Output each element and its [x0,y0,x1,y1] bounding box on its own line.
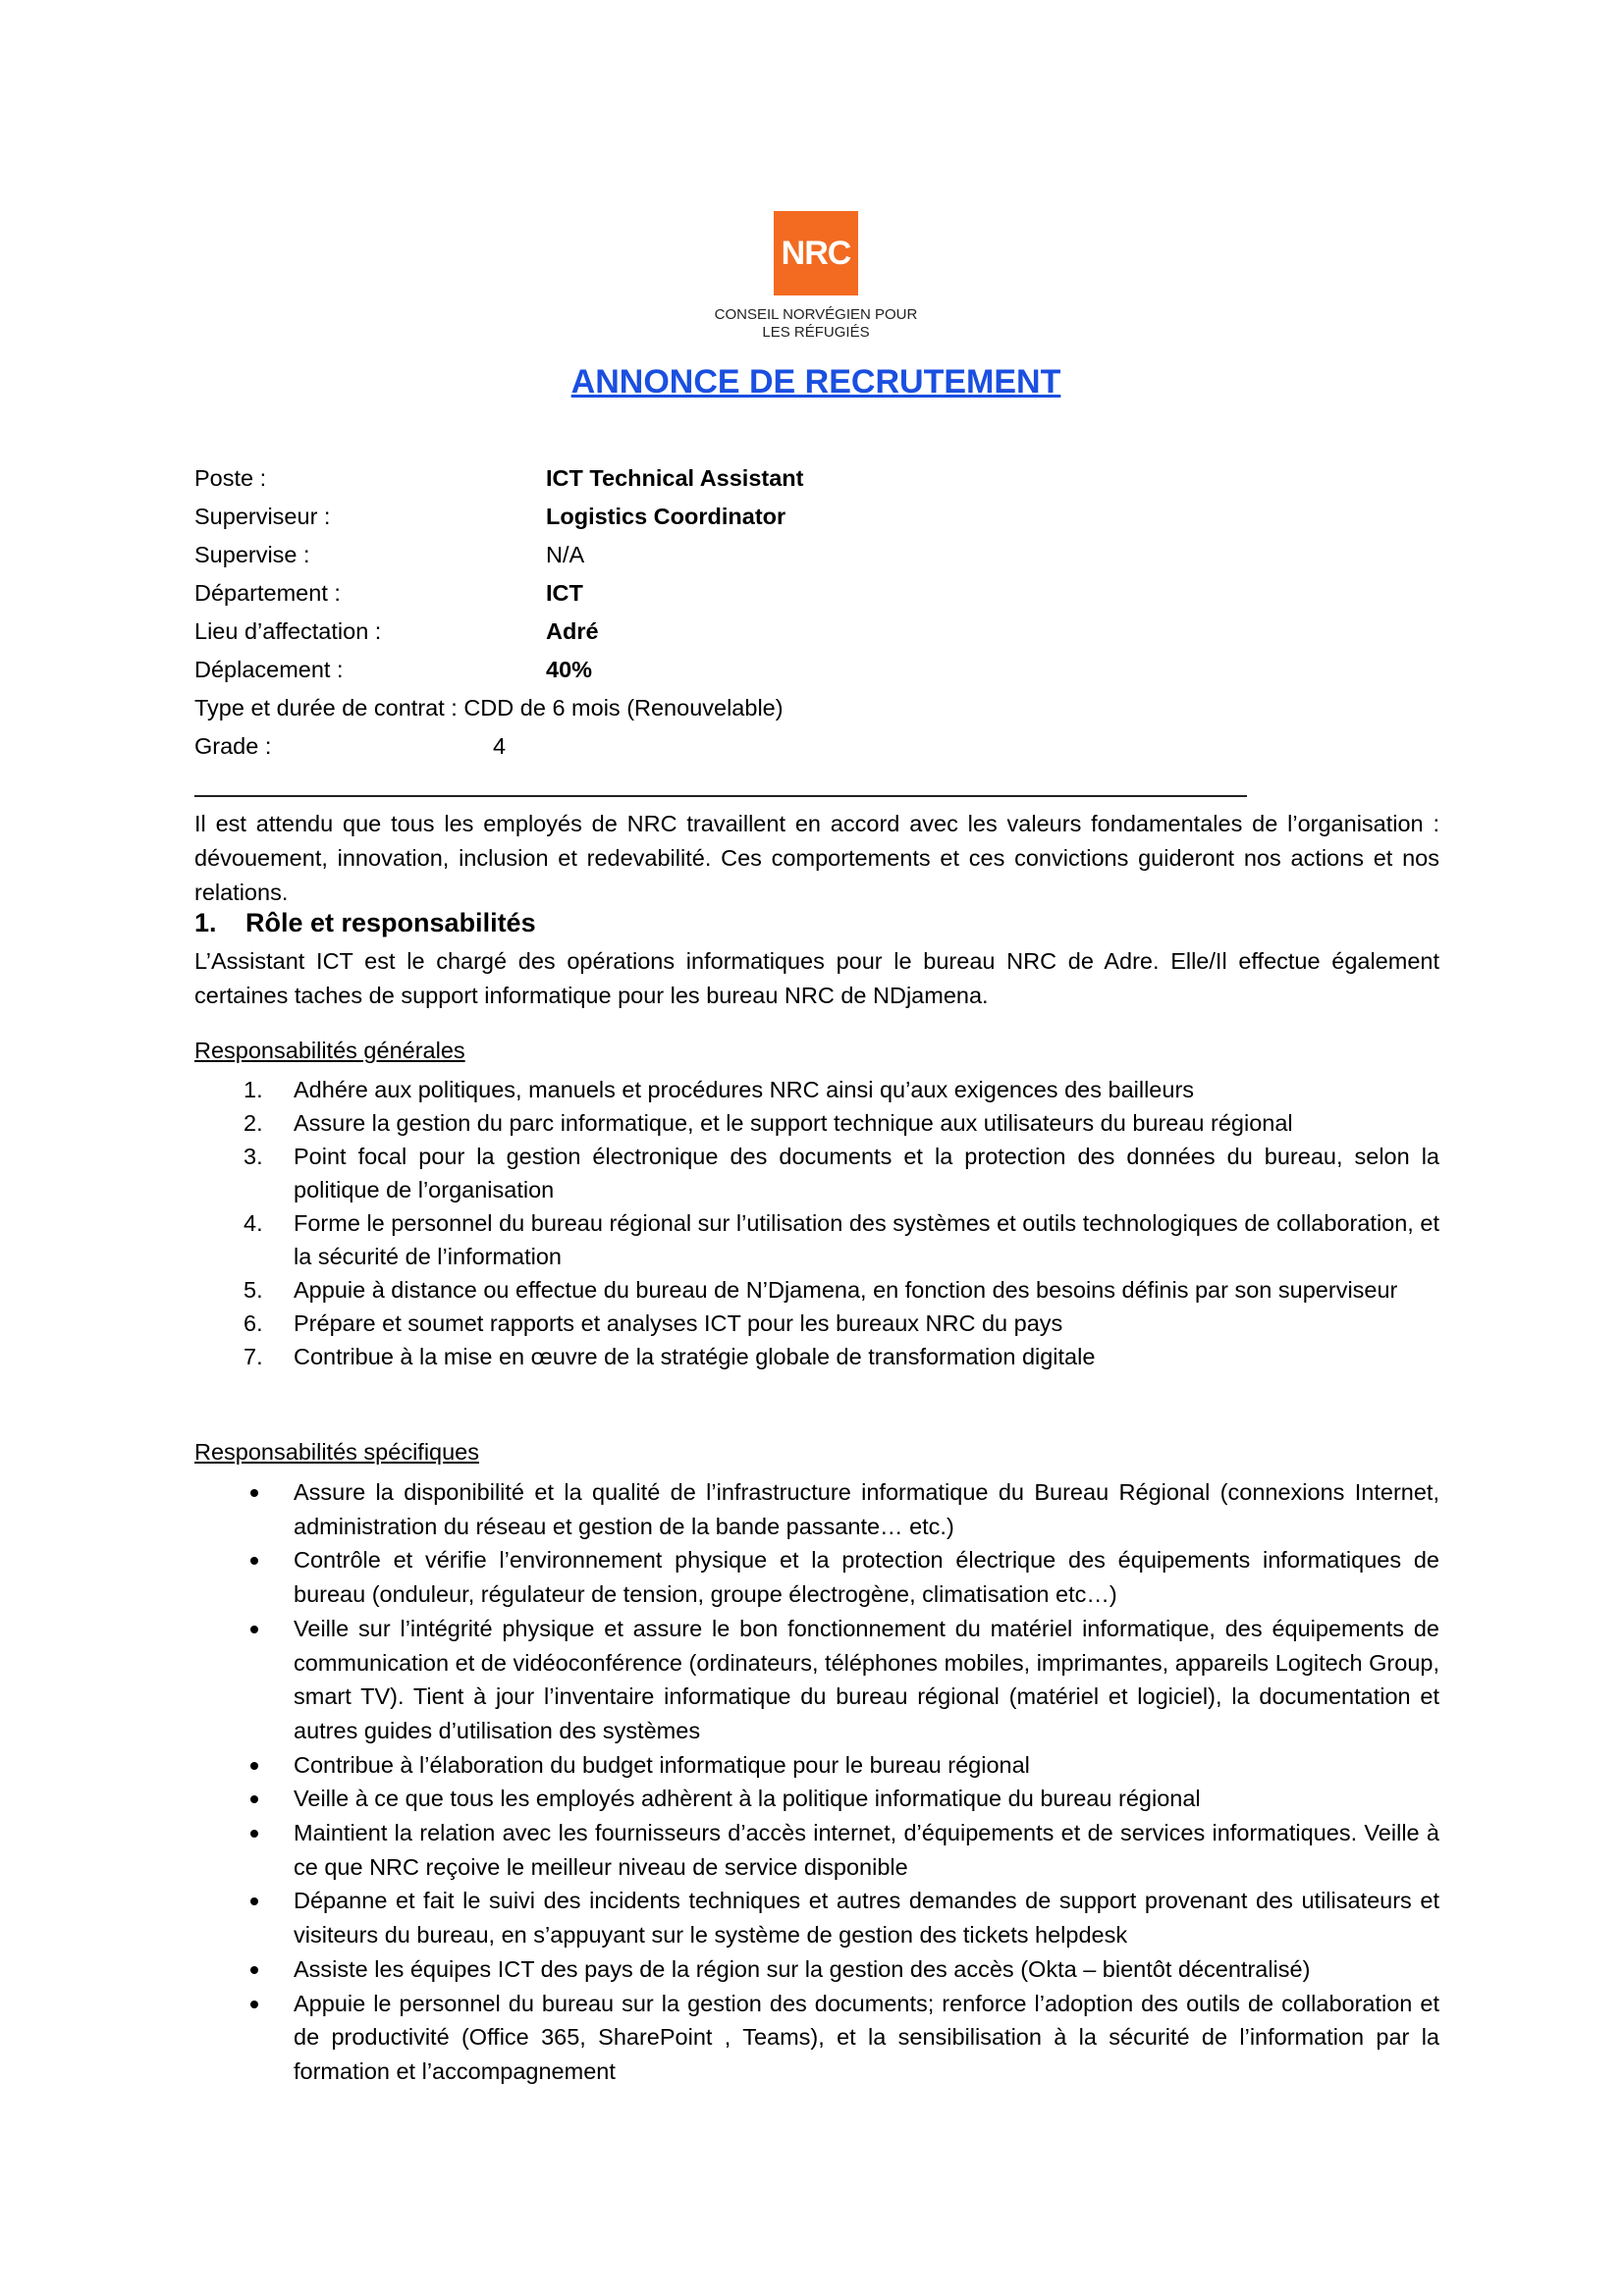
section-heading-role [194,908,536,938]
lieu-label: Lieu d’affectation : [194,618,382,644]
item-text: Veille sur l’intégrité physique et assure le bon fonctionnement du matériel informatique, des équipements de communication et de vidéoconférence (ordinateurs, téléphones mobiles, imprimantes, appareils Logitech Group, smart TV). Tient à jour l’inventaire informatique du bureau régional (matériel et logiciel), la documentation et autres guides d’utilisation des systèmes [294,1615,1439,1743]
item-text: Assure la gestion du parc informatique, et le support technique aux utilisateurs du bureau régional [294,1110,1293,1136]
list-item [194,1816,1439,1884]
list-item [194,1307,1439,1340]
bullet-icon [250,1966,258,1974]
job-info-table [194,459,1078,766]
poste-label: Poste : [194,465,267,491]
item-text: Assiste les équipes ICT des pays de la région sur la gestion des accès (Okta – bientôt décentralisé) [294,1955,1311,1982]
deplacement-label: Déplacement : [194,657,344,682]
bullet-icon [250,1489,258,1497]
item-text: Appuie le personnel du bureau sur la gestion des documents; renforce l’adoption des outils de collaboration et de productivité (Office 365, SharePoint , Teams), et la sensibilisation à la sécurité de l’information par la formation et l’accompagnement [294,1990,1439,2084]
info-row-poste [194,459,1078,498]
bullet-icon [250,1626,258,1633]
section-title: Rôle et responsabilités [245,908,536,937]
item-text: Contribue à la mise en œuvre de la stratégie globale de transformation digitale [294,1344,1096,1369]
grade-value: 4 [493,733,507,759]
logo-caption-line1: CONSEIL NORVÉGIEN POUR [714,306,918,323]
role-paragraph: L’Assistant ICT est le chargé des opérations informatiques pour le bureau NRC de Adre. Elle/Il effectue également certaines taches de support informatique pour les bureau NRC de NDjamena. [194,948,1439,1008]
departement-value: ICT [546,580,583,606]
nrc-logo-caption [687,306,945,342]
item-number: 1. [244,1077,263,1102]
section-number: 1. [194,908,217,937]
item-text: Veille à ce que tous les employés adhèrent à la politique informatique du bureau régional [294,1786,1201,1812]
specific-responsibilities-list [194,1475,1439,2089]
info-row-departement [194,574,1078,613]
item-text: Appuie à distance ou effectue du bureau de N’Djamena, en fonction des besoins définis par son superviseur [294,1277,1398,1303]
list-item [194,1140,1439,1206]
bullet-icon [250,1897,258,1905]
supervise-label: Supervise : [194,542,310,567]
bullet-icon [250,1762,258,1770]
values-paragraph: Il est attendu que tous les employés de NRC travaillent en accord avec les valeurs fondamentales de l’organisation : dévouement, innovation, inclusion et redevabilité. Ces comportements et ces convictions guideront nos actions et nos relations. [194,811,1439,905]
item-text: Dépanne et fait le suivi des incidents techniques et autres demandes de support provenant des utilisateurs et visiteurs du bureau, en s’appuyant sur le système de gestion des tickets helpdesk [294,1888,1439,1949]
item-text: Contribue à l’élaboration du budget informatique pour le bureau régional [294,1751,1030,1778]
list-item [194,1884,1439,1951]
info-row-lieu [194,613,1078,651]
bullet-icon [250,1795,258,1803]
item-text: Contrôle et vérifie l’environnement physique et la protection électrique des équipements informatiques de bureau (onduleur, régulateur de tension, groupe électrogène, climatisation etc…) [294,1547,1439,1608]
page-title: ANNONCE DE RECRUTEMENT [570,363,1061,400]
list-item [194,1952,1439,1987]
list-item [194,1073,1439,1106]
separator-line [194,795,1247,797]
item-number: 3. [244,1144,263,1169]
item-number: 6. [244,1310,263,1336]
bullet-icon [250,1557,258,1565]
info-row-deplacement [194,651,1078,689]
info-row-superviseur [194,498,1078,536]
list-item [194,1748,1439,1783]
lieu-value: Adré [546,618,599,644]
deplacement-value: 40% [546,657,593,682]
list-item [194,1782,1439,1816]
departement-label: Département : [194,580,341,606]
item-number: 7. [244,1344,263,1369]
list-item [194,1206,1439,1273]
item-text: Forme le personnel du bureau régional sur l’utilisation des systèmes et outils technologiques de collaboration, et la sécurité de l’information [294,1210,1439,1269]
grade-label: Grade : [194,733,272,759]
item-text: Assure la disponibilité et la qualité de l’infrastructure informatique du Bureau Régional (connexions Internet, administration du réseau et gestion de la bande passante… etc.) [294,1479,1439,1539]
list-item [194,1106,1439,1140]
general-responsibilities-list [194,1073,1439,1373]
info-row-supervise [194,536,1078,574]
list-item [194,1543,1439,1611]
list-item [194,1273,1439,1307]
superviseur-label: Superviseur : [194,504,331,529]
list-item [194,1612,1439,1748]
nrc-logo-mark: NRC [781,234,851,272]
poste-value: ICT Technical Assistant [546,465,804,491]
item-number: 4. [244,1210,263,1236]
supervise-value: N/A [546,542,585,567]
logo-caption-line2: LES RÉFUGIÉS [762,324,870,341]
list-item [194,1475,1439,1543]
general-responsibilities-heading: Responsabilités générales [194,1038,465,1063]
list-item [194,1340,1439,1373]
bullet-icon [250,1830,258,1838]
item-text: Adhére aux politiques, manuels et procédures NRC ainsi qu’aux exigences des bailleurs [294,1077,1195,1102]
specific-responsibilities-heading: Responsabilités spécifiques [194,1439,479,1465]
item-number: 5. [244,1277,263,1303]
info-row-contrat [194,689,1078,727]
contrat-line: Type et durée de contrat : CDD de 6 mois (Renouvelable) [194,695,784,721]
superviseur-value: Logistics Coordinator [546,504,786,529]
list-item [194,1987,1439,2089]
bullet-icon [250,2001,258,2008]
item-text: Maintient la relation avec les fournisseurs d’accès internet, d’équipements et de services informatiques. Veille à ce que NRC reçoive le meilleur niveau de service disponible [294,1820,1439,1880]
item-text: Prépare et soumet rapports et analyses ICT pour les bureaux NRC du pays [294,1310,1063,1336]
item-text: Point focal pour la gestion électronique des documents et la protection des données du bureau, selon la politique de l’organisation [294,1144,1439,1202]
item-number: 2. [244,1110,263,1136]
nrc-logo [774,211,858,295]
info-row-grade [194,727,1078,766]
